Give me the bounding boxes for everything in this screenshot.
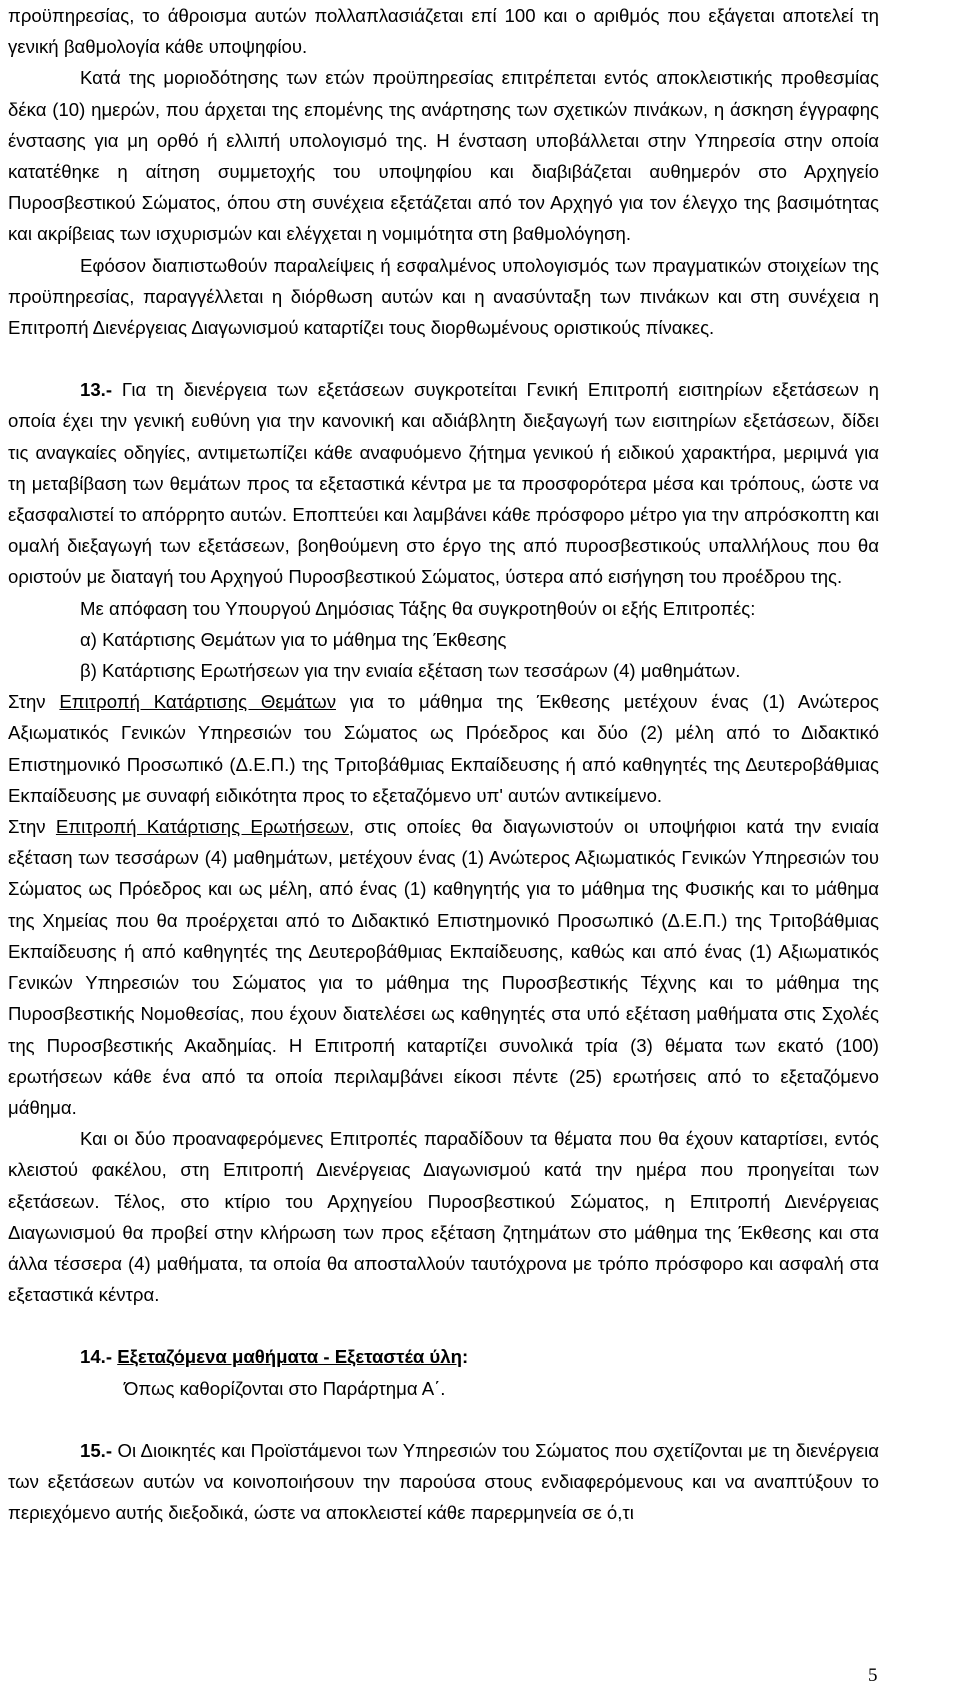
section-13-committees-intro: Με απόφαση του Υπουργού Δημόσιας Τάξης θα συγκροτηθούν οι εξής Επιτροπές: <box>80 597 756 619</box>
section-14-title: Εξεταζόμενα μαθήματα - Εξεταστέα ύλη <box>117 1346 462 1368</box>
paragraph-topics-delivery: Και οι δύο προαναφερόμενες Επιτροπές παραδίδουν τα θέματα που θα έχουν καταρτίσει, εντός κλειστού φακέλου, στη Επιτροπή Διενέργειας Διαγωνισμού κατά την ημέρα που προηγείται των εξετάσεων. Τέλος, στο κτίριο του Αρχηγείου Πυροσβεστικού Σώματος, η Επιτροπή Διενέργειας Διαγωνισμού θα προβεί στην κλήρωση των προς εξέταση ζητημάτων στο μάθημα της Έκθεσης και στα άλλα τέσσερα (4) μαθήματα, τα οποία θα αποσταλλούν ταυτόχρονα με τρόπο πρόσφορο και ασφαλή στα εξεταστικά κέντρα. <box>8 1128 879 1306</box>
section-13-text: Για τη διενέργεια των εξετάσεων συγκροτείται Γενική Επιτροπή εισιτηρίων εξετάσεων η οποία έχει την γενική ευθύνη για την κανονική και αδιάβλητη διεξαγωγή των εισιτηρίων εξετάσεων, δίδει τις αναγκαίες οδηγίες, αντιμετωπίζει κάθε αναφυόμενο ζήτημα γενικού ή ειδικού χαρακτήρα, μεριμνά για τη μεταβίβαση των θεμάτων προς τα εξεταστικά κέντρα με τα προσφορότερα μέσα και τρόπους, ώστε να εξασφαλιστεί το απόρρητο αυτών. Εποπτεύει και λαμβάνει κάθε πρόσφορο μέτρο για την απρόσκοπτη και ομαλή διεξαγωγή των εξετάσεων, βοηθούμενη στο έργο της από πυροσβεστικούς υπαλλήλους που θα οριστούν με διαταγή του Αρχηγού Πυροσβεστικού Σώματος, ύστερα από εισήγηση του προέδρου της. <box>8 379 879 588</box>
paragraph-seniority-scoring: προϋπηρεσίας, το άθροισμα αυτών πολλαπλασιάζεται επί 100 και ο αριθμός που εξάγεται αποτελεί τη γενική βαθμολογία κάθε υποψηφίου. <box>8 5 879 58</box>
paragraph-topics-text: για το μάθημα της Έκθεσης μετέχουν ένας (1) Ανώτερος Αξιωματικός Γενικών Υπηρεσιών του Σώματος ως Πρόεδρος και δύο (2) μέλη από το Διδακτικό Επιστημονικό Προσωπικό (Δ.Ε.Π.) της Τριτοβάθμιας Εκπαίδευσης ή από καθηγητές της Δευτεροβάθμιας Εκπαίδευσης με συναφή ειδικότητα προς το εξεταζόμενο υπ' αυτών αντικείμενο. <box>8 691 880 806</box>
section-14-number: 14.- <box>80 1346 113 1368</box>
paragraph-objection-procedure: Κατά της μοριοδότησης των ετών προϋπηρεσίας επιτρέπεται εντός αποκλειστικής προθεσμίας δέκα (10) ημερών, που άρχεται της επομένης της ανάρτησης των σχετικών πινάκων, η άσκηση έγγραφης ένστασης για μη ορθό ή ελλιπή υπολογισμό της. Η ένσταση υποβάλλεται στην Υπηρεσία στην οποία κατατέθηκε η αίτηση συμμετοχής του υποψηφίου και διαβιβάζεται αυθημερόν στο Αρχηγείο Πυροσβεστικού Σώματος, όπου στη συνέχεια εξετάζεται από τον Αρχηγό για τον έλεγχο της βασιμότητας και ακρίβειας των ισχυρισμών και ελέγχεται η νομιμότητα στη βαθμολόγηση. <box>8 67 879 245</box>
paragraph-corrections: Εφόσον διαπιστωθούν παραλείψεις ή εσφαλμένος υπολογισμός των πραγματικών στοιχείων της προϋπηρεσίας, παραγγέλλεται η διόρθωση αυτών και η ανασύνταξη των πινάκων και στη συνέχεια η Επιτροπή Διενέργειας Διαγωνισμού καταρτίζει τους διορθωμένους οριστικούς πίνακες. <box>8 254 879 339</box>
section-13-general-committee <box>8 374 879 592</box>
section-15-number: 15.- <box>80 1439 113 1461</box>
section-15-paragraph <box>8 1435 879 1529</box>
paragraph-questions-text: , στις οποίες θα διαγωνιστούν οι υποψήφιοι κατά την ενιαία εξέταση των τεσσάρων (4) μαθημάτων, μετέχουν ένας (1) Ανώτερος Αξιωματικός Γενικών Υπηρεσιών του Σώματος ως Πρόεδρος και ως μέλη, από ένας (1) καθηγητής για το μάθημα της Φυσικής και το μάθημα της Χημείας που θα προέρχεται από το Διδακτικό Επιστημονικό Προσωπικό (Δ.Ε.Π.) της Τριτοβάθμιας Εκπαίδευσης ή από καθηγητές της Δευτεροβάθμιας Εκπαίδευσης, καθώς και από ένας (1) Αξιωματικός Γενικών Υπηρεσιών του Σώματος για το μάθημα της Πυροσβεστικής Τέχνης και το μάθημα της Πυροσβεστικής Νομοθεσίας, που έχουν διατελέσει ως καθηγητές στα υπό εξέταση μαθήματα στις Σχολές της Πυροσβεστικής Ακαδημίας. Η Επιτροπή καταρτίζει συνολικά τρία (3) θέματα των εκατό (100) ερωτήσεων κάθε ένα από τα οποία περιλαμβάνει είκοσι πέντε (25) ερωτήσεις από το εξεταζόμενο μάθημα. <box>8 816 879 1118</box>
section-13-number: 13.- <box>80 379 113 401</box>
topics-committee-title: Επιτροπή Κατάρτισης Θεμάτων <box>59 691 336 713</box>
document-body <box>8 0 879 1528</box>
section-14-colon: : <box>461 1346 469 1368</box>
paragraph-topics-committee <box>8 686 879 811</box>
section-15-text: Οι Διοικητές και Προϊστάμενοι των Υπηρεσιών του Σώματος που σχετίζονται με τη διενέργεια των εξετάσεων αυτών να κοινοποιήσουν την παρούσα στους ενδιαφερόμενους και να αναπτύξουν το περιεχόμενο αυτής διεξοδικά, ώστε να αποκλειστεί κάθε παρερμηνεία σε ό,τι <box>8 1439 879 1524</box>
paragraph-questions-prefix: Στην <box>8 816 56 838</box>
paragraph-questions-committee <box>8 811 879 1123</box>
section-14-heading <box>8 1341 879 1372</box>
list-item-b: β) Κατάρτισης Ερωτήσεων για την ενιαία εξέταση των τεσσάρων (4) μαθημάτων. <box>80 660 741 682</box>
questions-committee-title: Επιτροπή Κατάρτισης Ερωτήσεων <box>55 816 349 838</box>
section-14-reference: Όπως καθορίζονται στο Παράρτημα Α΄. <box>124 1377 446 1399</box>
list-item-a: α) Κατάρτισης Θεμάτων για το μάθημα της Έκθεσης <box>80 628 507 650</box>
paragraph-topics-prefix: Στην <box>8 691 60 713</box>
page-number: 5 <box>868 1665 878 1686</box>
